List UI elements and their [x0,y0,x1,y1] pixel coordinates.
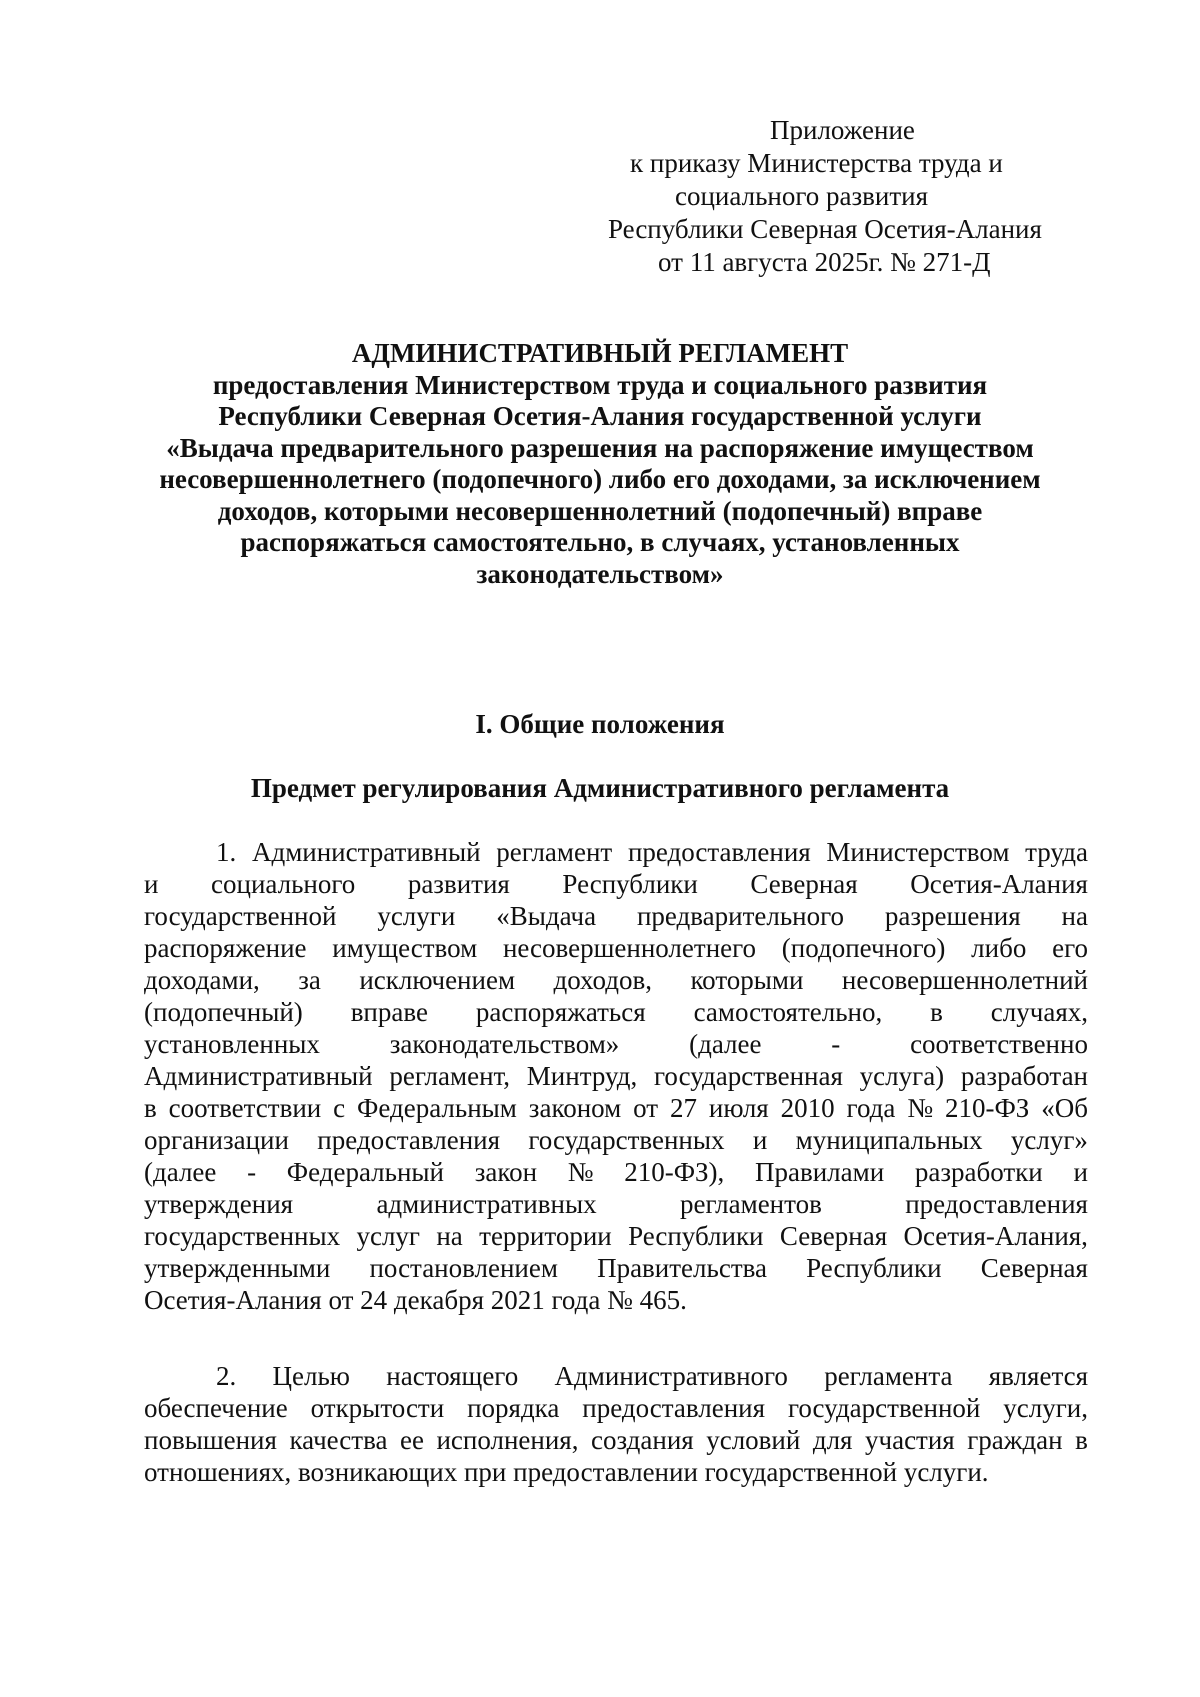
word: № [567,1157,594,1187]
paragraph-line [144,868,1088,900]
word: Северная [750,869,858,899]
word: соответствии [168,1093,322,1123]
word: случаях, [990,997,1088,1027]
word: развития [407,869,510,899]
paragraph-line [144,1252,1088,1284]
word: Правительства [597,1253,767,1283]
word: и [1073,1157,1088,1187]
word: граждан [967,1425,1063,1455]
word: регламента [824,1361,953,1391]
word: в [930,997,943,1027]
word: услуга) [859,1061,945,1091]
word: Республики [562,869,698,899]
word: услуги [377,901,456,931]
word: - [247,1157,257,1187]
word: 1. [216,837,237,867]
paragraph-line [144,1060,1088,1092]
paragraph-line [144,836,1088,868]
word: разработан [960,1061,1088,1091]
word: регламент [496,837,613,867]
paragraph-line [144,1220,1088,1252]
word: организации [144,1125,289,1155]
word: ее [399,1425,424,1455]
word: 2. [216,1361,237,1391]
word: в [1075,1425,1088,1455]
word: исполнения, [436,1425,579,1455]
word: утверждения [144,1189,294,1219]
word: предоставления [627,837,811,867]
word: - [831,1029,841,1059]
paragraph-line [144,900,1088,932]
word: доходов, [553,965,652,995]
paragraph-line [144,1424,1088,1456]
word: предоставления [905,1189,1088,1219]
word: разработки [914,1157,1043,1187]
section-heading: I. Общие положения [475,709,725,739]
paragraph-line [144,1392,1088,1424]
word: настоящего [386,1361,519,1391]
word: исключением [359,965,516,995]
word: государственной [144,901,337,931]
word: Административный [144,1061,373,1091]
word: «Выдача [496,901,597,931]
word: социального [211,869,356,899]
word: Правилами [754,1157,885,1187]
word: муниципальных [795,1125,983,1155]
word: постановлением [369,1253,558,1283]
word: Федеральным [357,1093,517,1123]
word: регламентов [679,1189,822,1219]
paragraph-line [144,1092,1088,1124]
word: качества [289,1425,388,1455]
document-title [130,338,1070,590]
word: 2010 [780,1093,835,1123]
paragraph-line [144,1188,1088,1220]
word: услуг [356,1221,421,1251]
paragraph-line [144,996,1088,1028]
appendix-line: Республики Северная Осетия-Алания [608,214,1042,244]
paragraph-line [144,1028,1088,1060]
word: и [144,869,159,899]
word: услуги, [1003,1393,1088,1423]
word: и [752,1125,768,1155]
word: государственной [787,1393,981,1423]
word: самостоятельно, [693,997,883,1027]
word: № [907,1093,934,1123]
word: территории [479,1221,612,1251]
paragraph-line: Осетия-Алания от 24 декабря 2021 года № 465. [144,1285,687,1315]
word: Республики [806,1253,942,1283]
word: (далее [689,1029,762,1059]
word: законодательством» [389,1029,620,1059]
word: Северная [779,1221,888,1251]
appendix-line: социального развития [675,181,929,211]
paragraph-line [144,1156,1088,1188]
word: года [846,1093,896,1123]
word: является [988,1361,1088,1391]
word: услуг» [1010,1125,1088,1155]
word: июля [708,1093,769,1123]
word: 210-ФЗ), [624,1157,725,1187]
word: несовершеннолетнего [502,933,757,963]
title-line: АДМИНИСТРАТИВНЫЙ РЕГЛАМЕНТ [351,338,849,368]
title-line: законодательством» [476,558,724,589]
appendix-line: к приказу Министерства труда и [630,148,1003,178]
word: открытости [310,1393,445,1423]
word: соответственно [910,1029,1088,1059]
paragraph-line [144,932,1088,964]
word: государственных [528,1125,725,1155]
word: от [633,1093,659,1123]
appendix-line: Приложение [770,115,915,145]
word: его [1052,933,1088,963]
word: Минтруд, [526,1061,638,1091]
word: Федеральный [286,1157,445,1187]
word: вправе [350,997,428,1027]
title-line: предоставления Министерством труда и социального развития [212,369,988,400]
word: имуществом [332,933,478,963]
word: «Об [1041,1093,1088,1123]
word: установленных [144,1029,320,1059]
word: для [812,1425,853,1455]
word: предоставления [582,1393,766,1423]
paragraph-line [144,1124,1088,1156]
title-line: несовершеннолетнего (подопечного) либо его доходами, за исключением [159,464,1041,494]
word: условий [706,1425,801,1455]
title-line: распоряжаться самостоятельно, в случаях, установленных [240,527,960,557]
word: обеспечение [144,1393,288,1423]
word: доходами, [144,965,260,995]
word: разрешения [884,901,1021,931]
word: за [298,965,321,995]
word: Республики [628,1221,764,1251]
paragraph-line: отношениях, возникающих при предоставлении государственной услуги. [144,1457,989,1487]
appendix-line: от 11 августа 2025г. № 271-Д [658,247,991,277]
word: 27 [669,1093,697,1123]
word: государственных [144,1221,341,1251]
word: (далее [144,1157,217,1187]
paragraph-line [144,964,1088,996]
word: утвержденными [144,1253,331,1283]
word: (подопечного) [781,933,946,963]
title-line: Республики Северная Осетия-Алания государственной услуги [218,401,982,431]
word: распоряжаться [475,997,646,1027]
word: распоряжение [144,933,307,963]
word: Министерством [826,837,1010,867]
word: несовершеннолетний [841,965,1088,995]
word: повышения [144,1425,277,1455]
word: на [1061,901,1088,931]
word: 210-ФЗ [944,1093,1030,1123]
word: с [333,1093,346,1123]
word: на [436,1221,463,1251]
word: порядка [467,1393,560,1423]
word: либо [971,933,1027,963]
title-line: доходов, которыми несовершеннолетний (подопечный) вправе [217,495,983,526]
word: участия [865,1425,955,1455]
word: закон [474,1157,538,1187]
word: регламент, [389,1061,511,1091]
word: создания [591,1425,694,1455]
word: предварительного [636,901,845,931]
title-line: «Выдача предварительного разрешения на распоряжение имуществом [166,432,1034,463]
paragraph-1 [144,836,1088,1316]
word: Административного [554,1361,788,1391]
word: Осетия-Алания [910,869,1088,899]
word: Северная [980,1253,1088,1283]
word: Административный [251,837,481,867]
word: в [144,1093,157,1123]
word: Целью [272,1361,350,1391]
subheading: Предмет регулирования Административного регламента [250,773,950,803]
word: труда [1025,837,1088,867]
word: которыми [690,965,804,995]
word: государственная [654,1061,843,1091]
paragraph-2 [144,1360,1088,1488]
word: Осетия-Алания, [903,1221,1088,1251]
word: законом [528,1093,622,1123]
word: административных [376,1189,597,1219]
word: предоставления [317,1125,501,1155]
paragraph-line [144,1360,1088,1392]
word: (подопечный) [144,997,303,1027]
appendix-block [580,114,1110,279]
